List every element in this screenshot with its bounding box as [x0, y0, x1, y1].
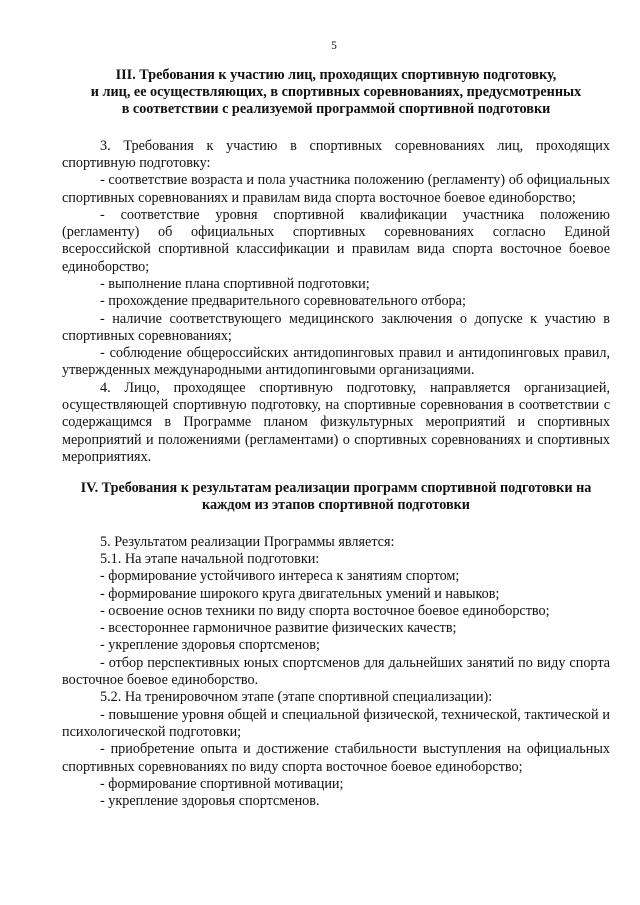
list-item: - укрепление здоровья спортсменов. — [100, 793, 320, 810]
list-item: - всестороннее гармоничное развитие физических качеств; — [100, 620, 457, 637]
list-item: - укрепление здоровья спортсменов; — [100, 637, 320, 654]
section-4-body — [62, 534, 610, 811]
section-3-heading — [62, 67, 610, 119]
list-item: - формирование спортивной мотивации; — [100, 775, 344, 792]
section-4-heading-line: IV. Требования к результатам реализации программ спортивной подготовки на — [80, 480, 592, 497]
list-item: - освоение основ техники по виду спорта восточное боевое единоборство; — [100, 602, 550, 619]
paragraph: 4. Лицо, проходящее спортивную подготовку, направляется организацией, осуществляющей спортивную подготовку, на спортивные соревнования в соответствии с содержащимся в Программе планом физкультурных мероприятий и спортивных мероприятий и положениями (регламентами) о спортивных соревнованиях и спортивных мероприятиях. — [62, 379, 610, 465]
list-item: - формирование устойчивого интереса к занятиям спортом; — [100, 568, 460, 585]
list-item: - соответствие возраста и пола участника положению (регламенту) об официальных спортивных соревнованиях и правилам вида спорта восточное боевое единоборство; — [62, 172, 610, 206]
list-item: - формирование широкого круга двигательных умений и навыков; — [100, 585, 500, 602]
paragraph: 5.2. На тренировочном этапе (этапе спортивной специализации): — [100, 689, 493, 706]
section-3-heading-line: III. Требования к участию лиц, проходящих спортивную подготовку, — [115, 67, 557, 83]
list-item: - повышение уровня общей и специальной физической, технической, тактической и психологической подготовки; — [62, 706, 610, 740]
list-item: - приобретение опыта и достижение стабильности выступления на официальных спортивных соревнованиях по виду спорта восточное боевое единоборство; — [62, 741, 610, 775]
list-item: - соответствие уровня спортивной квалификации участника положению (регламенту) об официальных спортивных соревнованиях согласно Единой всероссийской спортивной классификации и правилам вида спорта восточное боевое единоборство; — [62, 206, 610, 275]
list-item: - наличие соответствующего медицинского заключения о допуске к участию в спортивных соревнованиях; — [62, 310, 610, 344]
paragraph: 3. Требования к участию в спортивных соревнованиях лиц, проходящих спортивную подготовку: — [62, 137, 610, 171]
page-number: 5 — [331, 40, 337, 52]
list-item: - выполнение плана спортивной подготовки; — [100, 275, 370, 292]
paragraph: 5. Результатом реализации Программы является: — [100, 533, 395, 550]
paragraph: 5.1. На этапе начальной подготовки: — [100, 550, 320, 567]
section-3-body — [62, 138, 610, 467]
list-item: - отбор перспективных юных спортсменов для дальнейших занятий по виду спорта восточное боевое единоборство. — [62, 654, 610, 689]
section-4-heading-line: каждом из этапов спортивной подготовки — [202, 497, 470, 514]
section-3-heading-line: в соответствии с реализуемой программой спортивной подготовки — [121, 101, 551, 118]
list-item: - прохождение предварительного соревновательного отбора; — [100, 293, 466, 310]
section-4-heading — [62, 480, 610, 514]
list-item: - соблюдение общероссийских антидопинговых правил и антидопинговых правил, утвержденных международными антидопинговыми организациями. — [62, 345, 610, 379]
section-3-heading-line: и лиц, ее осуществляющих, в спортивных соревнованиях, предусмотренных — [90, 84, 582, 101]
